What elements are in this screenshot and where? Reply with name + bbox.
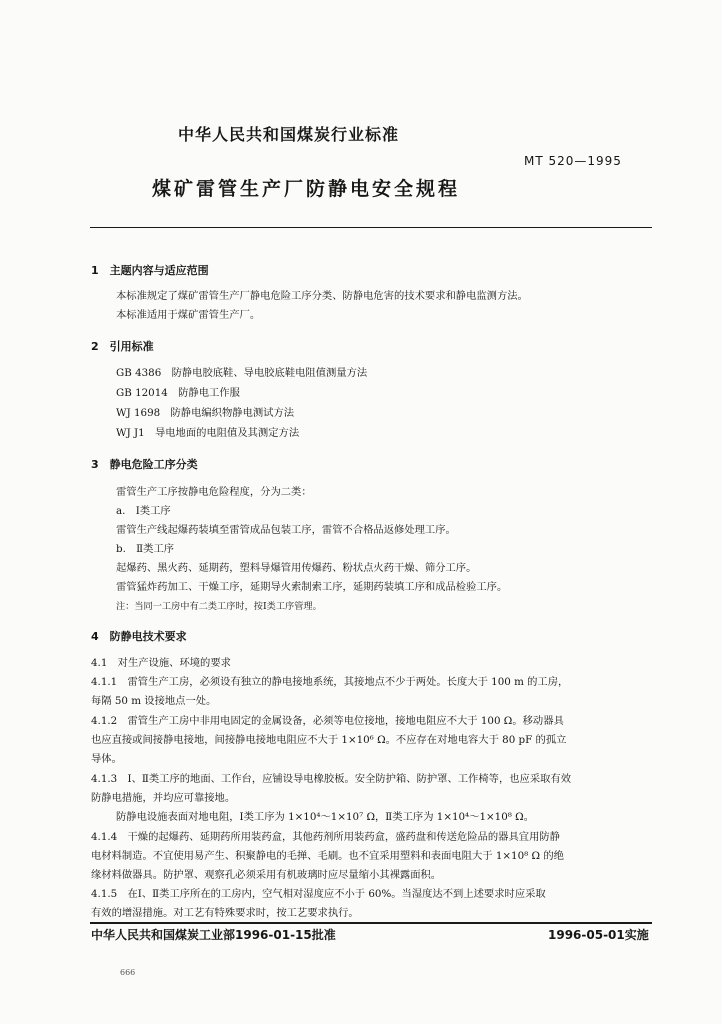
standard-code: MT 520—1995 xyxy=(524,154,622,168)
clause-4-1-4: 4.1.4 干燥的起爆药、延期药所用装药盒，其他药剂所用装药盒，盛药盘和传送危险品的器具宜用防静 xyxy=(91,831,560,843)
header-rule xyxy=(90,227,652,228)
document-title: 煤矿雷管生产厂防静电安全规程 xyxy=(152,178,461,200)
clause-4-1-1: 4.1.1 雷管生产工房，必须设有独立的静电接地系统，其接地点不少于两处。长度大于 100 m 的工房， xyxy=(91,676,569,688)
implementation-date: 1996-05-01实施 xyxy=(548,928,649,942)
reference-item: WJ J1 导电地面的电阻值及其测定方法 xyxy=(116,427,300,439)
footer-rule xyxy=(90,922,652,924)
class-1-text: 雷管生产线起爆药装填至雷管成品包装工序，雷管不合格品返修处理工序。 xyxy=(116,524,456,536)
class-2-text: 起爆药、黑火药、延期药，塑料导爆管用传爆药、粉状点火药干燥、筛分工序。 xyxy=(116,562,477,574)
clause-4-1-2: 也应直接或间接静电接地，间接静电接地电阻应不大于 1×10⁶ Ω。不应存在对地电容大于 80 pF 的孤立 xyxy=(91,734,567,746)
subsection-4-1-heading: 4.1 对生产设施、环境的要求 xyxy=(91,657,231,669)
clause-4-1-2: 导体。 xyxy=(91,753,122,765)
section-3-intro: 雷管生产工序按静电危险程度，分为二类： xyxy=(116,486,312,498)
section-3-note: 注：当同一工房中有二类工序时，按Ⅰ类工序管理。 xyxy=(116,601,322,612)
section-4-heading: 4 防静电技术要求 xyxy=(91,630,187,643)
clause-4-1-4: 电材料制造。不宜使用易产生、积聚静电的毛掸、毛刷。也不宜采用塑料和表面电阻大于 1×10⁸ Ω 的绝 xyxy=(91,850,564,862)
clause-4-1-3: 4.1.3 Ⅰ、Ⅱ类工序的地面、工作台，应铺设导电橡胶板。安全防护箱、防护罩、工作椅等，也应采取有效 xyxy=(91,773,572,785)
approval-line: 中华人民共和国煤炭工业部1996-01-15批准 xyxy=(91,928,336,942)
clause-4-1-2: 4.1.2 雷管生产工房中非用电固定的金属设备，必须等电位接地，接地电阻应不大于 100 Ω。移动器具 xyxy=(91,715,564,727)
class-2-label: b. Ⅱ类工序 xyxy=(116,543,175,555)
section-1-paragraph: 本标准适用于煤矿雷管生产厂。 xyxy=(116,309,261,321)
reference-item: WJ 1698 防静电编织物静电测试方法 xyxy=(116,407,295,419)
class-2-text: 雷管猛炸药加工、干燥工序，延期导火索制索工序，延期药装填工序和成品检验工序。 xyxy=(116,581,508,593)
page-number: 666 xyxy=(120,968,136,977)
reference-item: GB 4386 防静电胶底鞋、导电胶底鞋电阻值测量方法 xyxy=(116,367,368,379)
clause-4-1-3: 防静电措施，并均应可靠接地。 xyxy=(91,792,236,804)
section-1-paragraph: 本标准规定了煤矿雷管生产厂静电危险工序分类、防静电危害的技术要求和静电监测方法。 xyxy=(116,290,528,302)
clause-4-1-3: 防静电设施表面对地电阻，Ⅰ类工序为 1×10⁴～1×10⁷ Ω，Ⅱ类工序为 1×10⁴～1×10⁸ Ω。 xyxy=(116,811,534,823)
clause-4-1-5: 4.1.5 在Ⅰ、Ⅱ类工序所在的工房内，空气相对湿度应不小于 60%。当湿度达不到上述要求时应采取 xyxy=(91,888,546,900)
clause-4-1-5: 有效的增湿措施。对工艺有特殊要求时，按工艺要求执行。 xyxy=(91,907,359,919)
section-1-heading: 1 主题内容与适应范围 xyxy=(91,264,209,277)
clause-4-1-1: 每隔 50 m 设接地点一处。 xyxy=(91,695,217,707)
section-3-heading: 3 静电危险工序分类 xyxy=(91,458,198,471)
reference-item: GB 12014 防静电工作服 xyxy=(116,387,240,399)
clause-4-1-4: 缘材料做器具。防护罩、观察孔必须采用有机玻璃时应尽量缩小其裸露面积。 xyxy=(91,869,442,881)
class-1-label: a. Ⅰ类工序 xyxy=(116,505,171,517)
section-2-heading: 2 引用标准 xyxy=(91,340,154,353)
standard-type-heading: 中华人民共和国煤炭行业标准 xyxy=(178,125,400,144)
